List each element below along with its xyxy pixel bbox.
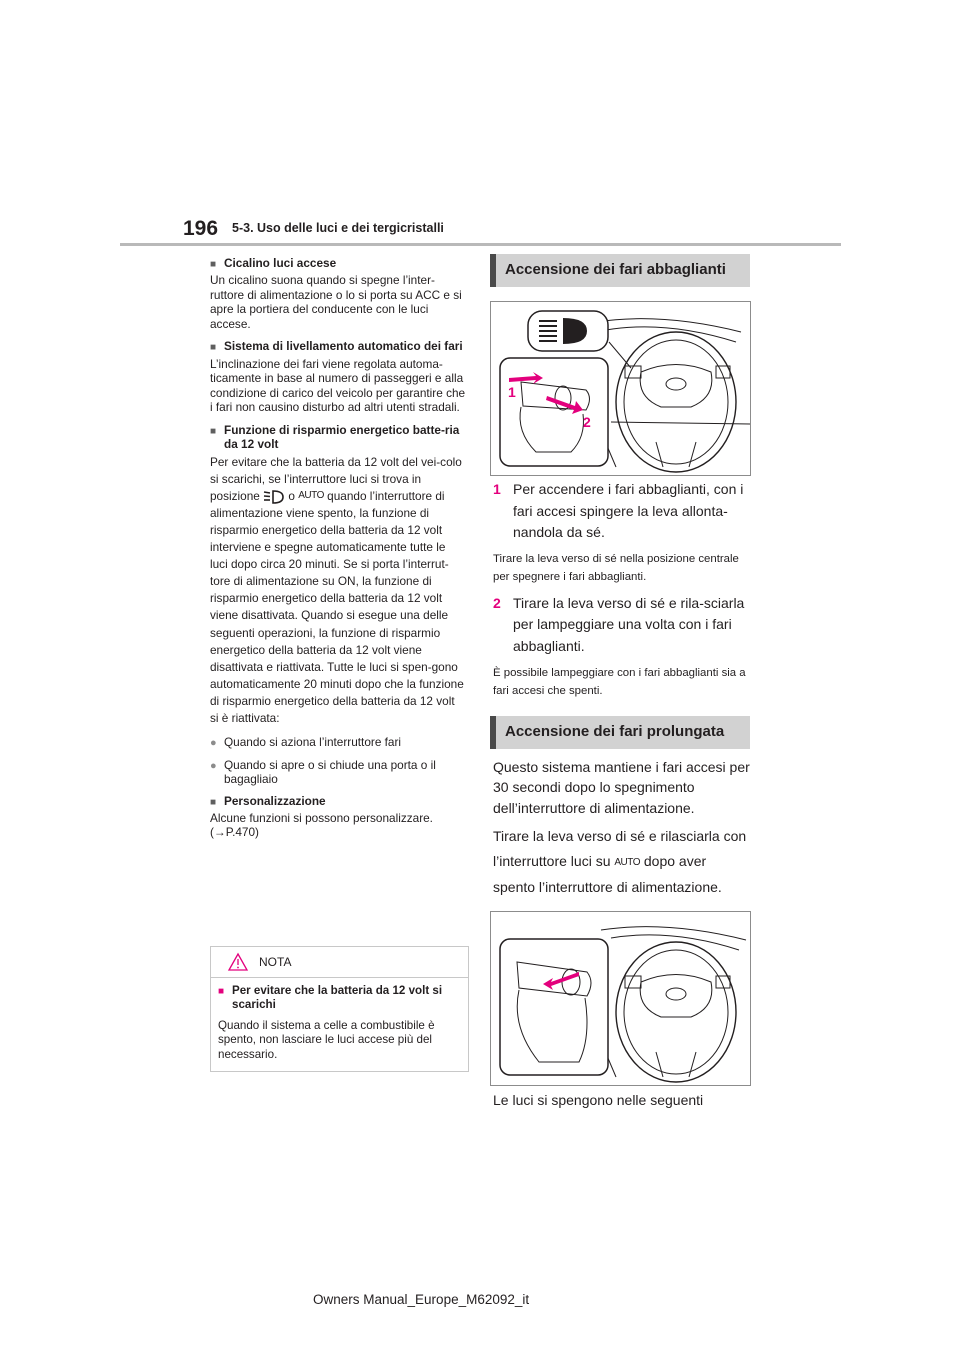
high-beam-steps (493, 479, 751, 700)
section-title: 5-3. Uso delle luci e dei tergicristalli (232, 221, 444, 235)
heading-customization (210, 794, 466, 809)
square-bullet-icon (210, 794, 224, 809)
square-bullet-icon (218, 984, 232, 1013)
notice-title (218, 984, 462, 1013)
circle-bullet-icon (210, 758, 224, 787)
circle-bullet-icon (210, 735, 224, 751)
step-1 (493, 479, 751, 544)
battery-text-b: quando l’interruttore di alimentazione viene spento, la funzione di risparmio energetico della batteria da 12 volt interviene e spegne automaticamente tutte le luci dopo circa 20 minuti. Se si porta l’interrut-tore di alimentazione su ON, la funzione di risparmio energetico della batteria da 12 volt viene disattivata. Quando si esegue una delle seguenti operazioni, la funzione di risparmio energetico della batteria da 12 volt viene disattivata e riattivata. Tutte le luci si spen-gono automaticamente 20 minuti dopo che la funzione di risparmio energetico della batteria da 12 volt si è riattivata: (210, 488, 464, 725)
notice-title-text: Per evitare che la batteria da 12 volt si scarichi (232, 984, 443, 1012)
banner-bar (490, 254, 496, 287)
paragraph-2-a: Tirare la leva verso di sé e rilasciarla con l’interruttore luci su (493, 827, 747, 870)
step-2-note: È possibile lampeggiare con i fari abbaglianti sia a fari accesi che spenti. (493, 666, 746, 697)
battery-text-or: o (288, 488, 295, 503)
step-text: Per accendere i fari abbaglianti, con i fari accesi spingere la leva allonta-nandola da sé. (513, 481, 744, 541)
banner-bar (490, 716, 496, 749)
follow-me-home-text (493, 757, 751, 900)
high-beam-illustration (491, 302, 750, 475)
figure-follow-me-home (490, 911, 751, 1086)
warning-triangle-icon (227, 952, 249, 972)
headlight-icon (263, 489, 285, 505)
list-item (210, 758, 466, 787)
notice-body (218, 984, 462, 1062)
figure-label-1: 1 (508, 384, 516, 400)
heading-buzzer (210, 256, 466, 271)
heading-high-beam (490, 254, 750, 287)
heading-leveling (210, 339, 466, 354)
left-column (210, 256, 466, 848)
figure-label-2: 2 (583, 414, 591, 430)
page-footer: Owners Manual_Europe_M62092_it (313, 1292, 530, 1307)
lever-pull-illustration (491, 912, 750, 1085)
heading-text: Personalizzazione (224, 793, 326, 808)
heading-text: Sistema di livellamento automatico dei fari (224, 339, 463, 354)
figure-high-beam (490, 301, 751, 476)
square-bullet-icon (210, 423, 224, 452)
list-item-text: Quando si aziona l’interruttore fari (224, 735, 402, 750)
header-rule (120, 243, 841, 246)
notice-header (211, 947, 468, 978)
paragraph-2-b: dopo aver spento l’interruttore di alimentazione. (493, 853, 722, 895)
square-bullet-icon (210, 256, 224, 271)
step-2 (493, 593, 751, 658)
step-number: 2 (493, 594, 501, 611)
list-item (210, 735, 466, 751)
heading-text: Funzione di risparmio energetico batte-ria da 12 volt (224, 422, 460, 452)
battery-text-a: Per evitare che la batteria da 12 volt del vei-colo si scarichi, se l’interruttore luci si trova in posizione (210, 454, 462, 503)
step-1-note: Tirare la leva verso di sé nella posizione centrale per spegnere i fari abbaglianti. (493, 553, 739, 584)
step-text: Tirare la leva verso di sé e rila-sciarla per lampeggiare una volta con i fari abbaglianti. (513, 594, 745, 654)
paragraph-2 (493, 824, 751, 900)
text-battery-saver (210, 454, 466, 728)
banner-text: Accensione dei fari prolungata (505, 723, 725, 740)
paragraph-3: Le luci si spengono nelle seguenti (493, 1092, 704, 1108)
heading-text: Cicalino luci accese (224, 256, 337, 270)
banner-text: Accensione dei fari abbaglianti (505, 261, 726, 278)
heading-battery-saver (210, 423, 466, 452)
page-number: 196 (183, 217, 219, 240)
notice-text: Quando il sistema a celle a combustibile è spento, non lasciare le luci accese più del necessario. (218, 1018, 435, 1061)
text-leveling: L’inclinazione dei fari viene regolata automa-ticamente in base al numero di passeggeri e alla condizione di carico del veicolo per garantire che i fari non causino disturbo ad altri utenti stradali. (210, 356, 466, 415)
auto-icon: AUTO (614, 856, 640, 868)
heading-follow-me-home (490, 716, 750, 749)
paragraph-1: Questo sistema mantiene i fari accesi per 30 secondi dopo lo spegnimento dell’interruttore di alimentazione. (493, 759, 750, 816)
notice-box (210, 946, 469, 1072)
notice-label: NOTA (259, 955, 292, 969)
text-customization: Alcune funzioni si possono personalizzare. (→P.470) (210, 810, 433, 840)
list-item-text: Quando si apre o si chiude una porta o il bagagliaio (224, 757, 436, 787)
step-number: 1 (493, 481, 501, 497)
text-buzzer: Un cicalino suona quando si spegne l’inter-ruttore di alimentazione o lo si porta su ACC e si apre la portiera del conducente con le luci accese. (210, 273, 462, 331)
auto-icon: AUTO (298, 490, 324, 502)
square-bullet-icon (210, 339, 224, 354)
